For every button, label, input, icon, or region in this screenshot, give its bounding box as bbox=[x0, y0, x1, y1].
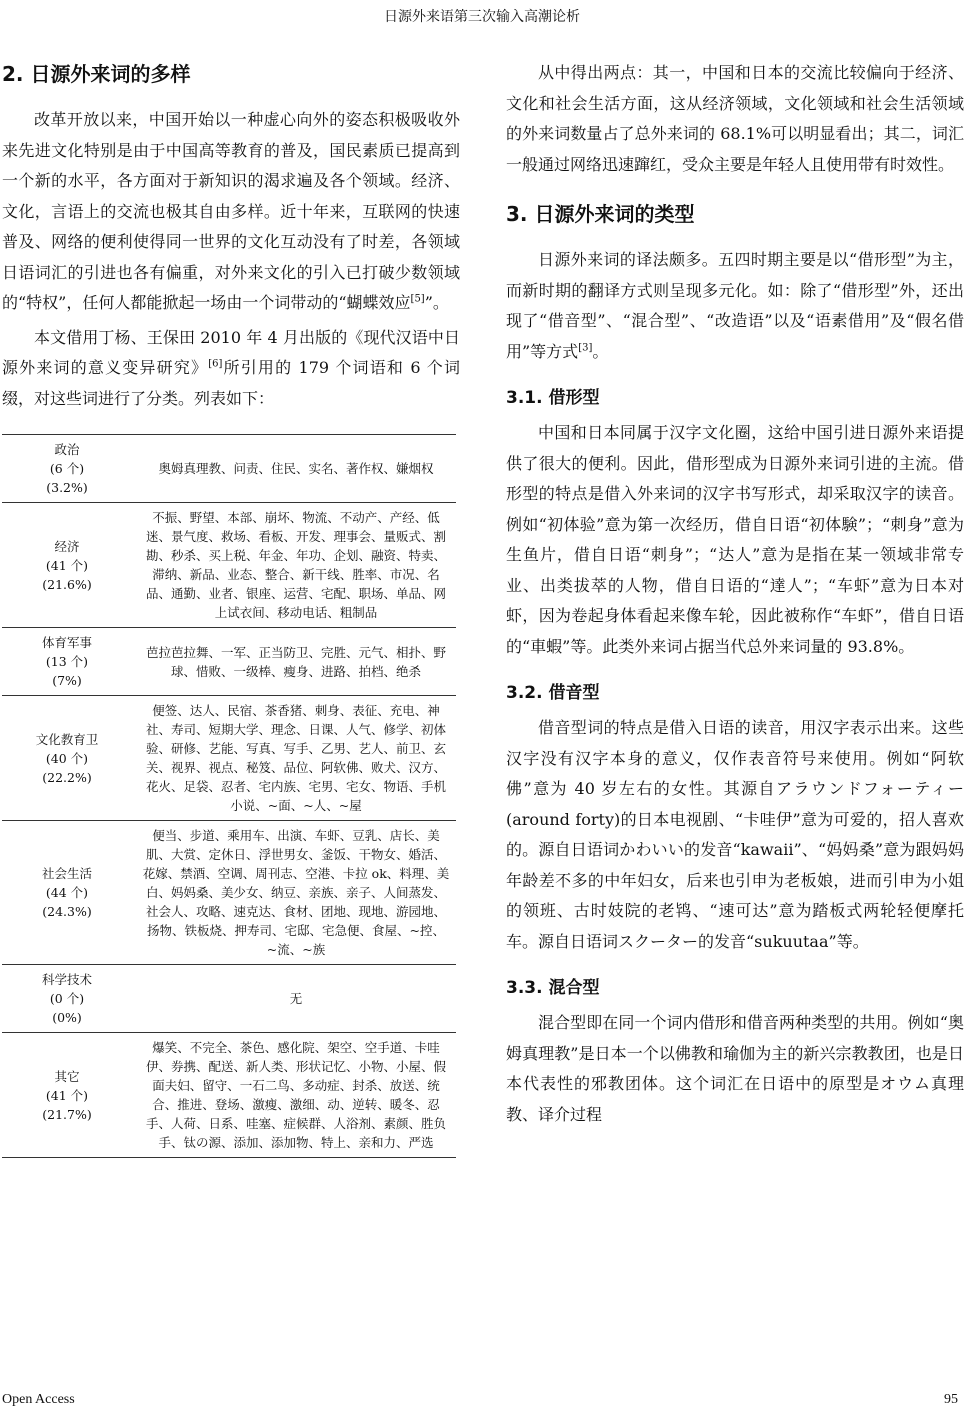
category-pct: (24.3%) bbox=[42, 904, 92, 919]
subsection-3-2-paragraph: 借音型词的特点是借入日语的读音，用汉字表示出来。这些汉字没有汉字本身的意义，仅作表音符号来使用。例如“阿软佛”意为 40 岁左右的女性。其源自アラウンドフォーティー(around forty)的日本电视剧、“卡哇伊”意为可爱的，招人喜欢的。源自日语词かわいい的发音“kawaii”、“妈妈桑”意为跟妈妈年龄差不多的中年妇女，后来也引申为老板娘，进而引申为小姐的领班、古时妓院的老鸨、“速可达”意为踏板式两轮轻便摩托车。源自日语词スクーター的发音“sukuutaa”等。 bbox=[506, 718, 964, 951]
page-number: 95 bbox=[944, 1392, 958, 1407]
category-count: (13 个) bbox=[45, 654, 89, 669]
category-pct: (21.7%) bbox=[42, 1106, 92, 1122]
table-row bbox=[2, 965, 456, 1033]
citation-6[interactable]: [6] bbox=[208, 358, 223, 370]
category-cell bbox=[2, 965, 132, 1033]
category-pct: (7%) bbox=[52, 673, 82, 688]
category-cell bbox=[2, 503, 132, 628]
category-pct: (0%) bbox=[52, 1010, 82, 1025]
word-list-cell: 便签、达人、民宿、茶香猪、刺身、表征、充电、神社、寿司、短期大学、理念、日课、人气、修学、初体验、研修、艺能、写真、写手、乙男、艺人、前卫、玄关、视界、视点、秘笈、品位、阿软佛、败犬、汉方、花火、足袋、忍者、宅内族、宅男、宅女、物语、手机小说、~面、~人、~屋 bbox=[132, 696, 456, 821]
section-2-paragraph-2: 本文借用丁杨、王保田 2010 年 4 月出版的《现代汉语中日源外来词的意义变异研究》[6]所引用的 179 个词语和 6 个词缀，对这些词进行了分类。列表如下： bbox=[2, 327, 460, 408]
category-count: (40 个) bbox=[45, 750, 89, 766]
category-count: (41 个) bbox=[45, 557, 89, 573]
category-name: 政治 bbox=[54, 442, 80, 457]
citation-3[interactable]: [3] bbox=[578, 342, 593, 354]
analysis-paragraph: 从中得出两点：其一，中国和日本的交流比较偏向于经济、文化和社会生活方面，这从经济领域，文化领域和社会生活领域的外来词数量占了总外来词的 68.1%可以明显看出；其二，词汇一般通过网络迅速蹿红，受众主要是年轻人且使用带有时效性。 bbox=[506, 63, 964, 174]
section-3-heading: 3. 日源外来词的类型 bbox=[506, 202, 695, 226]
table-row bbox=[2, 821, 456, 965]
word-list-cell: 无 bbox=[132, 965, 456, 1033]
category-count: (0 个) bbox=[49, 991, 85, 1006]
category-name: 其它 bbox=[54, 1068, 80, 1084]
category-name: 社会生活 bbox=[41, 866, 92, 881]
section-2-paragraph-1: 改革开放以来，中国开始以一种虚心向外的姿态积极吸收外来先进文化特别是由于中国高等教育的普及，国民素质已提高到一个新的水平，各方面对于新知识的渴求遍及各个领域。经济、文化，言语上的交流也极其自由多样。近十年来，互联网的快速普及、网络的便利使得同一世界的文化互动没有了时差，各领域日语词汇的引进也各有偏重，对外来文化的引入已打破少数领域的“特权”，任何人都能掀起一场由一个词带动的“蝴蝶效应[5]”。 bbox=[2, 110, 460, 312]
subsection-3-1-paragraph: 中国和日本同属于汉字文化圈，这给中国引进日源外来语提供了很大的便利。因此，借形型成为日源外来词引进的主流。借形型的特点是借入外来词的汉字书写形式，却采取汉字的读音。例如“初体验”意为第一次经历，借自日语“初体験”；“刺身”意为生鱼片，借自日语“刺身”；“达人”意为是指在某一领域非常专业、出类拔萃的人物，借自日语的“達人”；“车虾”意为日本对虾，因为卷起身体看起来像车轮，因此被称作“车虾”，借自日语的“車蝦”等。此类外来词占据当代总外来词量的 93.8%。 bbox=[506, 423, 964, 656]
subsection-3-3-paragraph: 混合型即在同一个词内借形和借音两种类型的共用。例如“奥姆真理教”是日本一个以佛教和瑜伽为主的新兴宗教教团，也是日本代表性的邪教团体。这个词汇在日语中的原型是オウム真理教、译介过程 bbox=[506, 1013, 964, 1124]
category-name: 体育军事 bbox=[41, 635, 92, 650]
section-3-paragraph: 日源外来词的译法颇多。五四时期主要是以“借形型”为主，而新时期的翻译方式则呈现多元化。如：除了“借形型”外，还出现了“借音型”、“混合型”、“改造语”以及“语素借用”及“假名借用”等方式[3]。 bbox=[506, 250, 964, 361]
category-cell bbox=[2, 628, 132, 696]
subsection-3-1-heading: 3.1. 借形型 bbox=[506, 388, 600, 408]
category-cell bbox=[2, 821, 132, 965]
word-list-cell: 爆笑、不完全、茶色、感化院、架空、空手道、卡哇伊、券携、配送、新人类、形状记忆、小物、小屋、假面夫妇、留守、一石二鸟、多动症、封杀、放送、统合、推进、登场、激瘦、激细、动、逆转、暖冬、忍手、人荷、日系、哇塞、症候群、人浴剂、素颜、胜负手、钛の源、添加、添加物、特上、亲和力、严选 bbox=[132, 1033, 456, 1158]
table-row bbox=[2, 435, 456, 503]
word-list-cell: 不振、野望、本部、崩坏、物流、不动产、产经、低迷、景气度、救场、看板、开发、理事会、量贩式、割勘、秒杀、买上税、年金、年功、企划、融资、特卖、滞纳、新品、业态、整合、新干线、胜率、市况、名品、通勤、业者、银座、运营、宅配、职场、单品、网上试衣间、移动电话、粗制品 bbox=[132, 503, 456, 628]
category-cell bbox=[2, 696, 132, 821]
citation-5[interactable]: [5] bbox=[410, 293, 425, 305]
word-list-cell: 便当、步道、乘用车、出演、车虾、豆乳、店长、美肌、大赏、定休日、浮世男女、釜饭、干物女、婚活、花嫁、禁酒、空调、周刊志、空港、卡拉 ok、料理、美白、妈妈桑、美少女、纳豆、亲族、亲子、人间蒸发、社会人、攻略、速克达、食材、团地、现地、游园地、扬物、铁板烧、押寿司、宅邸、宅急便、食屋、~控、~流、~族 bbox=[132, 821, 456, 965]
table-row bbox=[2, 696, 456, 821]
subsection-3-2-heading: 3.2. 借音型 bbox=[506, 683, 600, 703]
category-name: 文化教育卫 bbox=[35, 731, 99, 747]
category-name: 经济 bbox=[54, 538, 80, 554]
category-name: 科学技术 bbox=[41, 972, 92, 987]
category-pct: (21.6%) bbox=[42, 576, 92, 592]
loanword-category-table bbox=[2, 434, 456, 1158]
table-row bbox=[2, 628, 456, 696]
category-pct: (3.2%) bbox=[46, 480, 88, 495]
word-list-cell: 奥姆真理教、问责、住民、实名、著作权、嫌烟权 bbox=[132, 435, 456, 503]
category-count: (44 个) bbox=[45, 885, 89, 900]
table-row bbox=[2, 503, 456, 628]
footer-open-access: Open Access bbox=[2, 1392, 75, 1407]
category-count: (6 个) bbox=[49, 461, 85, 476]
category-pct: (22.2%) bbox=[42, 769, 92, 785]
section-2-heading: 2. 日源外来词的多样 bbox=[2, 62, 191, 86]
running-head: 日源外来语第三次输入高潮论析 bbox=[384, 9, 580, 25]
table-row bbox=[2, 1033, 456, 1158]
category-count: (41 个) bbox=[45, 1087, 89, 1103]
word-list-cell: 芭拉芭拉舞、一军、正当防卫、完胜、元气、相扑、野球、惜败、一级棒、瘦身、进路、拍档、绝杀 bbox=[132, 628, 456, 696]
right-column bbox=[506, 58, 964, 1130]
category-cell bbox=[2, 435, 132, 503]
left-column bbox=[2, 58, 460, 1158]
category-cell bbox=[2, 1033, 132, 1158]
subsection-3-3-heading: 3.3. 混合型 bbox=[506, 978, 600, 998]
